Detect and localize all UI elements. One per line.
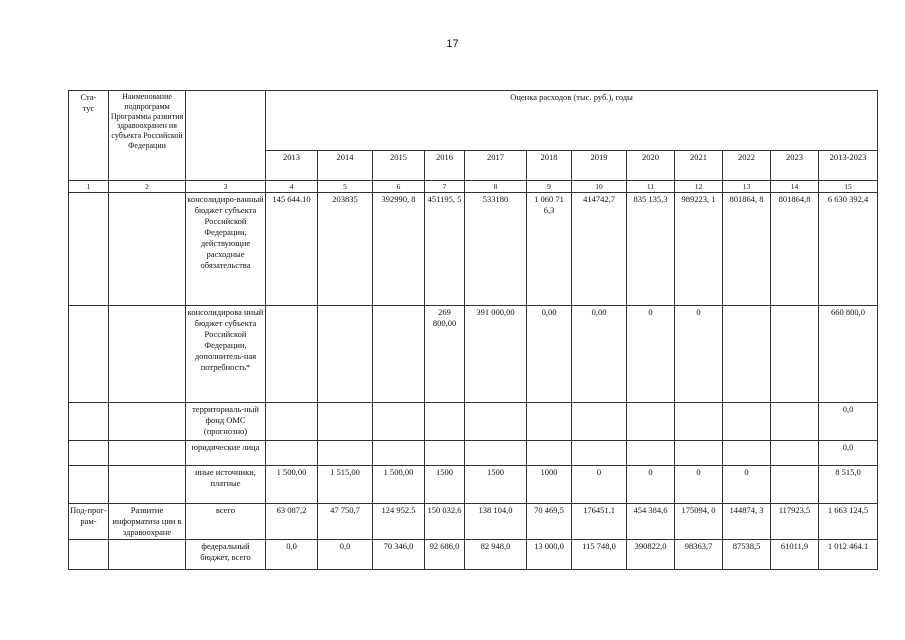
row-status [69,466,109,504]
value-cell: 390822,0 [627,540,675,570]
value-cell: 1 515,00 [318,466,373,504]
value-cell [527,403,572,441]
value-cell [527,441,572,466]
column-number: 9 [527,181,572,193]
value-cell: 1 012 464.1 [819,540,878,570]
value-cell: 70 469,5 [527,504,572,540]
value-cell: 13 000,0 [527,540,572,570]
column-number: 11 [627,181,675,193]
value-cell: 203835 [318,193,373,306]
column-number: 10 [572,181,627,193]
year-header: 2015 [373,151,425,181]
table-row [69,441,878,466]
row-subprogram [109,306,186,403]
value-cell: 70 346,0 [373,540,425,570]
value-cell [675,403,723,441]
value-cell: 1 060 71 6,3 [527,193,572,306]
row-subprogram [109,193,186,306]
year-header: 2013 [266,151,318,181]
year-header: 2019 [572,151,627,181]
value-cell [266,403,318,441]
value-cell: 801864, 8 [723,193,771,306]
value-cell: 0,0 [318,540,373,570]
row-status [69,193,109,306]
value-cell [771,403,819,441]
value-cell: 0 [627,466,675,504]
column-number: 13 [723,181,771,193]
value-cell [771,441,819,466]
value-cell [373,441,425,466]
value-cell: 124 952.5 [373,504,425,540]
table-row [69,504,878,540]
value-cell: 1 663 124,5 [819,504,878,540]
value-cell: 801864,8 [771,193,819,306]
value-cell: 175094, 0 [675,504,723,540]
page-number: 17 [446,38,459,50]
year-header: 2023 [771,151,819,181]
row-subprogram [109,403,186,441]
column-number: 7 [425,181,465,193]
row-funding-source: всего [186,504,266,540]
value-cell [318,441,373,466]
year-header: 2022 [723,151,771,181]
table-row [69,403,878,441]
year-header: 2014 [318,151,373,181]
value-cell: 1500 [465,466,527,504]
value-cell: 1000 [527,466,572,504]
value-cell: 989223, 1 [675,193,723,306]
value-cell: 144874, 3 [723,504,771,540]
value-cell [771,306,819,403]
year-header: 2020 [627,151,675,181]
row-status [69,403,109,441]
row-funding-source: консолидиро-ванный бюджет субъекта Российской Федерации, действующие расходные обязательства [186,193,266,306]
row-funding-source: территориаль-ный фонд ОМС (прогнозно) [186,403,266,441]
header-status: Ста- тус [69,91,109,181]
value-cell: 92 686,0 [425,540,465,570]
year-header: 2013-2023 [819,151,878,181]
value-cell [425,403,465,441]
value-cell: 8 515,0 [819,466,878,504]
value-cell: 98363,7 [675,540,723,570]
row-status [69,540,109,570]
value-cell [771,466,819,504]
value-cell: 0,00 [527,306,572,403]
value-cell: 454 384,6 [627,504,675,540]
row-funding-source: консолидирова нный бюджет субъекта Российской Федерации, дополнитель-ная потребность* [186,306,266,403]
value-cell: 0 [627,306,675,403]
value-cell: 1500 [425,466,465,504]
value-cell [318,306,373,403]
value-cell: 82 948,0 [465,540,527,570]
value-cell: 1 500,00 [373,466,425,504]
row-status: Под-прог-рам- [69,504,109,540]
value-cell: 6 630 392,4 [819,193,878,306]
value-cell: 61011,9 [771,540,819,570]
value-cell [465,441,527,466]
value-cell [425,441,465,466]
value-cell: 117923,5 [771,504,819,540]
value-cell: 150 032,6 [425,504,465,540]
header-estimate: Оценка расходов (тыс. руб.), годы [266,91,878,151]
year-header: 2016 [425,151,465,181]
value-cell: 835 135,3 [627,193,675,306]
column-number: 15 [819,181,878,193]
value-cell: 0,0 [819,403,878,441]
value-cell [373,306,425,403]
value-cell: 0,0 [819,441,878,466]
value-cell: 63 087,2 [266,504,318,540]
column-number: 4 [266,181,318,193]
column-number: 5 [318,181,373,193]
value-cell: 115 748,0 [572,540,627,570]
value-cell: 392990, 8 [373,193,425,306]
value-cell [627,403,675,441]
column-number: 12 [675,181,723,193]
column-number: 3 [186,181,266,193]
value-cell: 533180 [465,193,527,306]
value-cell [723,441,771,466]
table-row [69,306,878,403]
row-subprogram: Развитие информатиза ции в здравоохране [109,504,186,540]
row-funding-source: федеральный бюджет, всего [186,540,266,570]
value-cell [723,306,771,403]
value-cell [572,403,627,441]
value-cell [373,403,425,441]
value-cell [675,441,723,466]
value-cell: 0,00 [572,306,627,403]
value-cell: 0 [723,466,771,504]
header-subprogram-name: Наименование подпрограмм Программы развития здравоохранен ия субъекта Российской Федерации [109,91,186,181]
value-cell [627,441,675,466]
value-cell: 176451.1 [572,504,627,540]
table-row [69,540,878,570]
column-number: 6 [373,181,425,193]
header-source [186,91,266,181]
value-cell: 145 644.10 [266,193,318,306]
year-header: 2018 [527,151,572,181]
row-subprogram [109,540,186,570]
value-cell: 0 [572,466,627,504]
value-cell: 451195, 5 [425,193,465,306]
column-number: 1 [69,181,109,193]
value-cell [266,441,318,466]
column-number: 8 [465,181,527,193]
value-cell: 0 [675,466,723,504]
column-number: 2 [109,181,186,193]
row-funding-source: иные источники, платные [186,466,266,504]
value-cell: 87538,5 [723,540,771,570]
value-cell: 0 [675,306,723,403]
value-cell: 1 500,00 [266,466,318,504]
row-status [69,441,109,466]
year-header: 2021 [675,151,723,181]
value-cell: 391 000,00 [465,306,527,403]
row-funding-source: юридические лица [186,441,266,466]
column-number: 14 [771,181,819,193]
year-header: 2017 [465,151,527,181]
value-cell [318,403,373,441]
row-status [69,306,109,403]
value-cell: 138 104,0 [465,504,527,540]
value-cell: 414742,7 [572,193,627,306]
value-cell [266,306,318,403]
value-cell: 269 800,00 [425,306,465,403]
value-cell: 0,0 [266,540,318,570]
row-subprogram [109,441,186,466]
budget-table [68,90,878,570]
table-row [69,466,878,504]
value-cell [723,403,771,441]
row-subprogram [109,466,186,504]
value-cell [465,403,527,441]
value-cell [572,441,627,466]
value-cell: 47 750,7 [318,504,373,540]
value-cell: 660 800,0 [819,306,878,403]
table-row [69,193,878,306]
